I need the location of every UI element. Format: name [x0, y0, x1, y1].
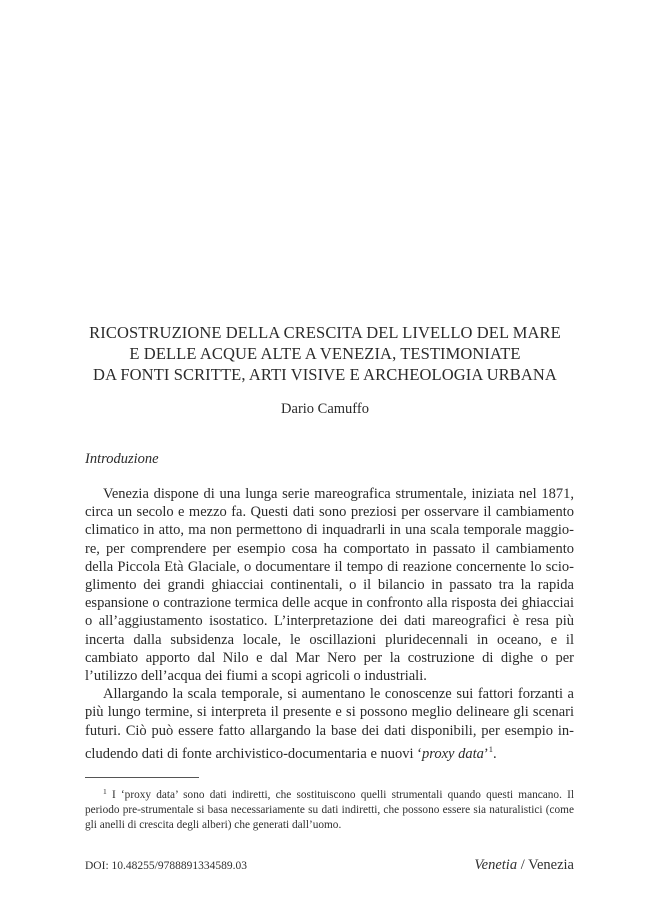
paragraph-1: Venezia dispone di una lunga serie mareografica strumentale, iniziata nel 1871, circa un secolo e mezzo fa. Questi dati sono preziosi per osservare il cambiamento climatico in atto, ma non permettono di inquadrarli in una scala temporale maggiore, per comprendere per esempio cosa ha comportato in passato il cambiamento della Piccola Età Glaciale, o documentare il tempo di reazione concernente lo scioglimento dei grandi ghiacciai continentali, o il bilancio in passato tra la rapida espansione o contrazione termica delle acque in confronto alla risposta dei ghiacciai o all’aggiustamento isostatico. L’interpretazione dei dati mareografici è resa più incerta dalla subsidenza locale, le oscillazioni pluridecennali in oceano, e il cambiato apporto dal Nilo e dal Mar Nero per la costruzione di dighe o per l’utilizzo dell’acqua dei fiumi a scopi agricoli o industriali.: [85, 486, 574, 685]
paragraph-2-text: Allargando la scala temporale, si aumentano le conoscenze sui fattori forzanti a più lungo termine, si interpreta il presente e si possono meglio delineare gli scenari futuri. Ciò può essere fatto allargando la base dei dati disponibili, per esempio includendo dati di fonte archivistico-documentaria e nuovi ‘: [85, 686, 574, 762]
paragraph-2-period: .: [493, 745, 497, 762]
footnote-mark: 1: [103, 787, 107, 796]
footnote-text: I ‘proxy data’ sono dati indiretti, che sostituiscono quelli strumentali quando questi mancano. Il periodo pre-strumentale si basa necessariamente su dati indiretti, che possono essere sia naturalistici (come gli anelli di crescita degli alberi) che generati dall’uomo.: [85, 789, 574, 831]
footnote: [85, 784, 574, 833]
footnote-reference[interactable]: 1: [488, 743, 493, 754]
paragraph-2-quote: ’: [483, 745, 489, 762]
footnote-divider: [85, 777, 199, 778]
author-name: Dario Camuffo: [281, 401, 369, 417]
paragraph-2: [85, 685, 574, 763]
footnote-paragraph: [85, 784, 574, 833]
body-text: [85, 485, 574, 763]
section-heading: Introduzione: [85, 451, 159, 467]
series-name: Venetia: [474, 857, 518, 873]
footer-series: [474, 857, 574, 873]
title-line-2: E DELLE ACQUE ALTE A VENEZIA, TESTIMONIATE: [129, 344, 521, 363]
series-location: / Venezia: [517, 857, 574, 873]
footer-doi: DOI: 10.48255/9788891334589.03: [85, 860, 247, 872]
title-line-3: DA FONTI SCRITTE, ARTI VISIVE E ARCHEOLOGIA URBANA: [93, 365, 557, 384]
paragraph-2-italic: proxy data: [422, 745, 484, 762]
chapter-title: [80, 322, 570, 385]
title-line-1: RICOSTRUZIONE DELLA CRESCITA DEL LIVELLO DEL MARE: [89, 323, 561, 342]
